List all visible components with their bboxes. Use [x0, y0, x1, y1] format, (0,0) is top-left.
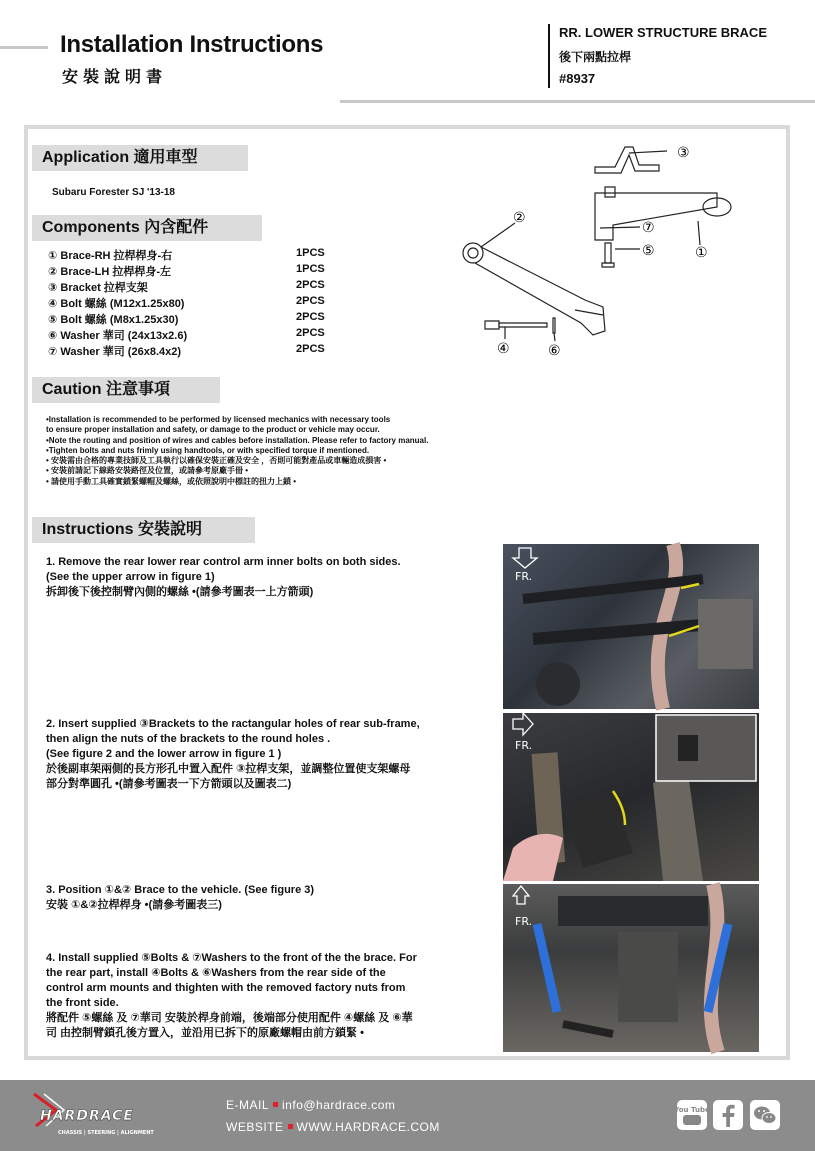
step-line: 3. Position ①&② Brace to the vehicle. (See figure 3) [46, 884, 315, 896]
component-row [48, 311, 348, 327]
caution-line: •Note the routing and position of wires and cables before installation. Please refer to factory manual. [46, 435, 429, 445]
step-line: 1. Remove the rear lower rear control arm inner bolts on both sides. [46, 556, 401, 568]
header-rule-right [340, 100, 815, 103]
step-line: (See figure 2 and the lower arrow in figure 1 ) [46, 748, 282, 760]
diagram-label-6: ⑥ [548, 343, 561, 359]
brand-tagline: CHASSIS | STEERING | ALIGNMENT [58, 1130, 154, 1136]
component-qty: 2PCS [296, 311, 325, 323]
component-row [48, 263, 348, 279]
email-label: E-MAIL [226, 1098, 270, 1112]
component-qty: 1PCS [296, 263, 325, 275]
diagram-label-5: ⑤ [642, 243, 655, 259]
step-line: 部分對準圓孔 •(請參考圖表一下方箭頭以及圖表二) [46, 778, 292, 790]
diagram-label-1: ① [695, 245, 708, 261]
component-row [48, 327, 348, 343]
brand-name: HARDRACE [40, 1108, 134, 1124]
components-heading: Components 內含配件 [32, 215, 262, 241]
figure-3-fr-label: FR. [515, 915, 533, 928]
website-line [226, 1120, 440, 1134]
component-row [48, 247, 348, 263]
hardrace-logo [30, 1090, 195, 1138]
vehicle-fitment: Subaru Forester SJ '13-18 [52, 187, 175, 198]
website-link[interactable]: WWW.HARDRACE.COM [296, 1120, 440, 1134]
component-name: ④ Bolt 螺絲 (M12x1.25x80) [48, 298, 185, 310]
bullet-square [288, 1124, 293, 1129]
step-line: control arm mounts and thighten with the removed factory nuts from [46, 982, 406, 994]
caution-line: to ensure proper installation and safety, or damage to the product or vehicle may occur. [46, 425, 380, 435]
component-row [48, 295, 348, 311]
step-line: 拆卸後下後控制臂內側的螺絲 •(請參考圖表一上方箭頭) [46, 586, 314, 598]
page-title-cn: 安裝說明書 [62, 69, 168, 86]
caution-line: • 安裝前請記下線路安裝路徑及位置，或請參考原廠手冊 • [46, 466, 249, 476]
component-name: ⑥ Washer 華司 (24x13x2.6) [48, 330, 188, 342]
step-line: 將配件 ⑤螺絲 及 ⑦華司 安裝於桿身前端，後端部分使用配件 ④螺絲 及 ⑥華 [46, 1012, 413, 1024]
component-qty: 2PCS [296, 279, 325, 291]
component-name: ③ Bracket 拉桿支架 [48, 282, 148, 294]
component-qty: 1PCS [296, 247, 325, 259]
application-heading: Application 適用車型 [32, 145, 248, 171]
figure-2-fr-label: FR. [515, 739, 533, 752]
diagram-label-4: ④ [497, 341, 510, 357]
youtube-text: You Tube [674, 1106, 710, 1114]
step-line: 4. Install supplied ⑤Bolts & ⑦Washers to the front of the the brace. For [46, 952, 417, 964]
step-line: (See the upper arrow in figure 1) [46, 571, 215, 583]
caution-heading: Caution 注意事項 [32, 377, 220, 403]
step-2 [46, 717, 420, 792]
diagram-label-7: ⑦ [642, 220, 655, 236]
step-4 [46, 951, 417, 1041]
bullet-square [273, 1102, 278, 1107]
wechat-icon[interactable] [750, 1100, 780, 1130]
bolt-part [485, 321, 499, 329]
step-line: the front side. [46, 997, 119, 1009]
diagram-label-2: ② [513, 210, 526, 226]
figure-2-photo [503, 713, 759, 881]
component-qty: 2PCS [296, 343, 325, 355]
step-line: 於後副車架兩側的長方形孔中置入配件 ③拉桿支架，並調整位置使支架螺母 [46, 763, 411, 775]
instructions-heading: Instructions 安裝說明 [32, 517, 255, 543]
product-name-cn: 後下兩點拉桿 [559, 50, 632, 64]
youtube-icon[interactable] [674, 1100, 710, 1130]
step-line: 安裝 ①&②拉桿桿身 •(請參考圖表三) [46, 899, 222, 911]
step-line: the rear part, install ④Bolts & ⑥Washers from the rear side of the [46, 967, 386, 979]
component-name: ① Brace-RH 拉桿桿身-右 [48, 250, 173, 262]
email-line [226, 1098, 395, 1112]
figure-3-photo [503, 884, 759, 1052]
parts-diagram [455, 135, 775, 375]
page-title: Installation Instructions [60, 31, 324, 58]
step-line: then align the nuts of the brackets to the round holes . [46, 733, 331, 745]
caution-text [46, 415, 516, 487]
step-1 [46, 555, 401, 600]
caution-line: •Tighten bolts and nuts frimly using handtools, or with specified torque if mentioned. [46, 445, 370, 455]
step-line: 2. Insert supplied ③Brackets to the ractangular holes of rear sub-frame, [46, 718, 420, 730]
header-rule-left [0, 46, 48, 49]
component-qty: 2PCS [296, 295, 325, 307]
caution-line: • 請使用手動工具確實鎖緊螺帽及螺絲，或依照說明中標註的扭力上鎖 • [46, 476, 297, 486]
caution-line: •Installation is recommended to be performed by licensed mechanics with necessary tools [46, 415, 391, 424]
brace-lh-bushing [463, 243, 483, 263]
facebook-icon[interactable] [713, 1100, 743, 1130]
step-line: 司 由控制臂鎖孔後方置入，並沿用已拆下的原廠螺帽由前方鎖緊 • [46, 1027, 364, 1039]
bracket-part [595, 147, 659, 173]
step-3 [46, 883, 314, 913]
component-row [48, 279, 348, 295]
part-number: #8937 [559, 71, 596, 86]
component-row [48, 343, 348, 359]
diagram-label-3: ③ [677, 145, 690, 161]
header-divider [548, 24, 550, 88]
caution-line: • 安裝需由合格的專業技師及工具執行以確保安裝正確及安全 ，否則可能對產品或車輛造成損害 • [46, 456, 387, 466]
component-qty: 2PCS [296, 327, 325, 339]
product-name: RR. LOWER STRUCTURE BRACE [559, 25, 767, 40]
email-link[interactable]: info@hardrace.com [282, 1098, 396, 1112]
website-label: WEBSITE [226, 1120, 284, 1134]
component-name: ⑤ Bolt 螺絲 (M8x1.25x30) [48, 314, 179, 326]
component-name: ② Brace-LH 拉桿桿身-左 [48, 266, 171, 278]
washer-part [553, 318, 555, 333]
figure-1-photo [503, 544, 759, 709]
figure-1-fr-label: FR. [515, 570, 533, 583]
component-name: ⑦ Washer 華司 (26x8.4x2) [48, 346, 182, 358]
